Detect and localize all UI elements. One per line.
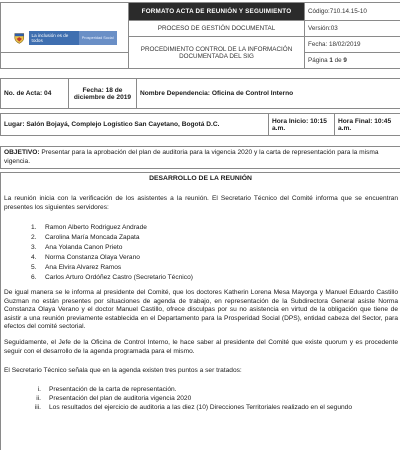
page-indicator: Página 1 de 9	[305, 53, 400, 69]
list-item: iii. Los resultados del ejercicio de auditoria a las diez (10) Direcciones Territoriales realizado en el segundo	[34, 404, 352, 412]
entity-logo	[13, 29, 117, 47]
logo-entity-name: Prosperidad Social	[79, 31, 117, 45]
list-item: 4. Norma Constanza Olaya Verano	[31, 254, 140, 261]
place-time-row	[0, 113, 400, 136]
attendees-list	[31, 223, 193, 283]
objective-label: OBJETIVO:	[4, 149, 40, 156]
list-item: ii. Presentación del plan de auditoria vigencia 2020	[36, 395, 192, 403]
coat-of-arms-icon	[13, 31, 26, 45]
objective-box	[0, 146, 400, 169]
section-title: DESARROLLO DE LA REUNIÓN	[149, 175, 252, 182]
objective-text: Presentar para la aprobación del plan de auditoria para la vigencia 2020 y la carta de representación para la misma vigencia.	[4, 149, 379, 165]
form-code: Código:710.14.15-10	[305, 3, 400, 21]
procedure-name: PROCEDIMIENTO CONTROL DE LA INFORMACIÓN DOCUMENTADA DEL SIG	[129, 37, 305, 69]
form-version: Versión:03	[305, 21, 400, 37]
meeting-date: Fecha: 18 de diciembre de 2019	[69, 79, 137, 109]
list-item: 5. Ana Elvira Alvarez Ramos	[31, 264, 122, 271]
list-item: 1. Ramon Alberto Rodriguez Andrade	[31, 224, 147, 231]
logo-cell	[1, 3, 129, 53]
absence-paragraph: De igual manera se le informa al presidente del Comité, que los doctores Katherin Lorena Mesa Mayorga y Manuel Eduardo Castillo Guzman no están presentes por situaciones de agenda de trabajo, en representación de la Subdirectora General asiste Norma Constanza Olaya Verano y el doctor Manuel Castillo, ofrece disculpas por su no asistencia en virtud de la obligación que tiene de asistir a una reunión previamente establecida en el Departamento para la Prosperidad Social (DPS), entidad cabeza del Sector, para efectos del comité sectorial.	[4, 289, 398, 331]
list-item: 3. Ana Yolanda Canon Prieto	[31, 244, 123, 251]
agenda-list	[21, 385, 352, 413]
list-item: 2. Carolina María Moncada Zapata	[31, 234, 140, 241]
process-name: PROCESO DE GESTIÓN DOCUMENTAL	[129, 21, 305, 37]
list-item: i. Presentación de la carta de representación.	[37, 386, 177, 393]
intro-paragraph: La reunión inicia con la verificación de los asistentes a la reunión. El Secretario Técnico del Comité informa que se encuentran presentes los siguientes servidores:	[4, 195, 398, 211]
meeting-place: Lugar: Salón Bojayá, Complejo Logístico San Cayetano, Bogotá D.C.	[1, 114, 269, 136]
list-item: 6. Carlos Arturo Ordóñez Castro (Secretario Técnico)	[31, 274, 193, 281]
start-time: Hora Inicio: 10:15 a.m.	[269, 114, 335, 136]
acta-number: No. de Acta: 04	[1, 79, 69, 109]
quorum-paragraph: Seguidamente, el Jefe de la Oficina de Control Interno, le hace saber al presidente del Comité que existe quorum y es procedente seguir con el desarrollo de la agenda programada para el mismo.	[4, 339, 398, 355]
document-header	[0, 2, 400, 69]
form-title: FORMATO ACTA DE REUNIÓN Y SEGUIMIENTO	[129, 3, 305, 21]
acta-info-row	[0, 78, 400, 109]
dependency-name: Nombre Dependencia: Oficina de Control Interno	[137, 79, 400, 109]
development-section	[0, 172, 400, 450]
form-date: Fecha: 18/02/2019	[305, 37, 400, 53]
end-time: Hora Final: 10:45 a.m.	[335, 114, 400, 136]
agenda-intro-paragraph: El Secretario Técnico señala que en la agenda existen tres puntos a ser tratados:	[4, 367, 242, 374]
logo-tagline: La inclusión es de todos	[29, 31, 79, 45]
